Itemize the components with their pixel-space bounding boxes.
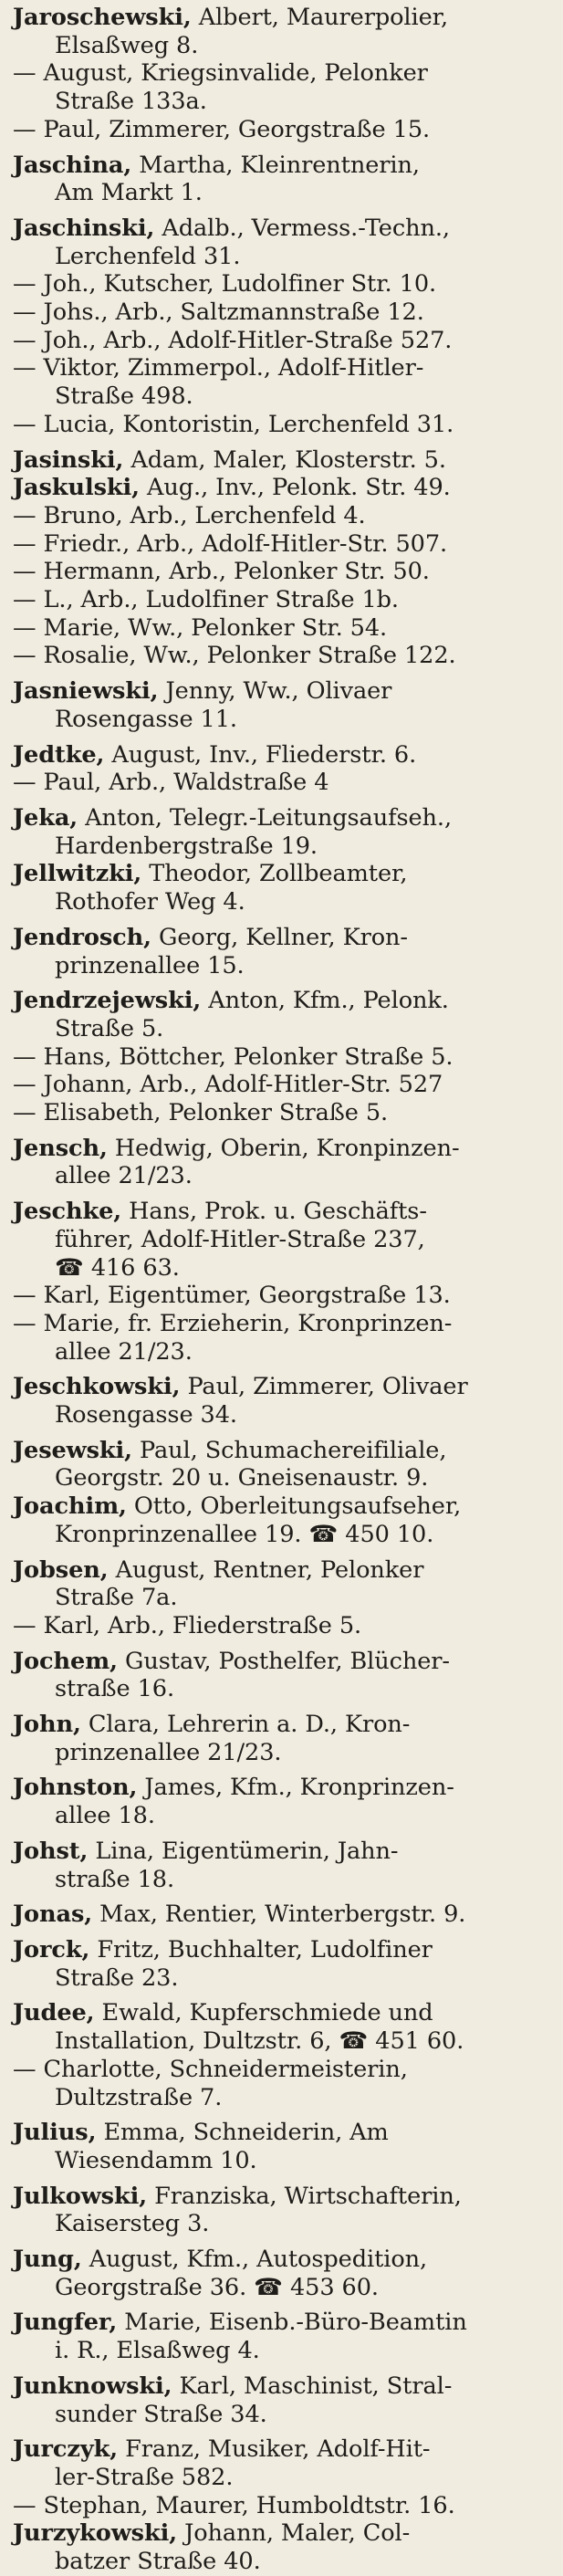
surname: Jonas, [13, 1901, 93, 1929]
surname: Julius, [13, 2119, 97, 2147]
entry-first-line [13, 2246, 552, 2274]
entry-text: — Joh., Kutscher, Ludolfiner Str. 10. [13, 270, 437, 298]
entry-text: Georg, Kellner, Kron- [159, 923, 408, 951]
directory-entry [13, 2119, 552, 2174]
surname: Junknowski, [13, 2372, 172, 2400]
entry-first-line [13, 1901, 552, 1929]
entry-first-line [13, 354, 552, 382]
directory-entry [13, 1373, 552, 1429]
entry-text: Hans, Prok. u. Geschäfts- [129, 1198, 427, 1226]
entry-first-line [13, 1838, 552, 1866]
surname: Jeschkowski, [13, 1373, 181, 1401]
entry-continuation: ☎ 416 63. [55, 1253, 180, 1282]
surname: Jasinski, [13, 445, 124, 474]
directory-entry [13, 1198, 552, 1282]
entry-text: — Bruno, Arb., Lerchenfeld 4. [13, 501, 366, 529]
directory-entry [13, 1556, 552, 1612]
surname: Johnston, [13, 1774, 138, 1802]
directory-entry [13, 502, 552, 530]
entry-first-line [13, 116, 552, 144]
entry-text: — Johann, Arb., Adolf-Hitler-Str. 527 [13, 1071, 443, 1099]
entry-continuation: i. R., Elsaßweg 4. [55, 2337, 260, 2365]
entry-continuation: Georgstr. 20 u. Gneisenaustr. 9. [55, 1464, 429, 1492]
entry-first-line [13, 2119, 552, 2147]
entry-text: Clara, Lehrerin a. D., Kron- [88, 1711, 411, 1739]
entry-text: — August, Kriegsinvalide, Pelonker [13, 59, 428, 88]
entry-continuation: Kaisersteg 3. [55, 2210, 210, 2238]
directory-entry [13, 354, 552, 410]
entry-text: Ewald, Kupferschmiede und [101, 1999, 433, 2027]
directory-entry [13, 298, 552, 327]
entry-text: Franziska, Wirtschafterin, [154, 2182, 462, 2210]
directory-entry [13, 2372, 552, 2428]
entry-first-line [13, 2435, 552, 2464]
directory-entry [13, 327, 552, 355]
surname: Jurczyk, [13, 2435, 119, 2464]
entry-continuation: Rosengasse 11. [55, 705, 237, 733]
entry-continuation: allee 21/23. [55, 1337, 193, 1366]
entry-first-line [13, 586, 552, 614]
entry-first-line [13, 1648, 552, 1676]
directory-entry [13, 1936, 552, 1992]
directory-entry [13, 677, 552, 733]
entry-continuation: Straße 23. [55, 1963, 179, 1992]
entry-first-line [13, 860, 552, 888]
surname: Julkowski, [13, 2182, 148, 2210]
entry-first-line [13, 530, 552, 559]
directory-entry [13, 804, 552, 860]
surname: Jaschinski, [13, 214, 155, 242]
surname: John, [13, 1711, 81, 1739]
directory-entry [13, 530, 552, 559]
directory-entry [13, 1901, 552, 1929]
directory-entry [13, 1492, 552, 1548]
entry-continuation: allee 18. [55, 1802, 155, 1830]
surname: Jellwitzki, [13, 860, 142, 888]
entry-first-line [13, 1711, 552, 1739]
entry-text: — Johs., Arb., Saltzmannstraße 12. [13, 298, 424, 327]
entry-first-line [13, 152, 552, 180]
surname: Jungfer, [13, 2309, 118, 2337]
entry-first-line [13, 2492, 552, 2520]
entry-text: Karl, Maschinist, Stral- [179, 2372, 453, 2400]
directory-entry [13, 1071, 552, 1099]
entry-continuation: Elsaßweg 8. [55, 31, 199, 59]
entry-first-line [13, 327, 552, 355]
surname: Jeka, [13, 803, 78, 832]
entry-continuation: Straße 5. [55, 1014, 164, 1042]
entry-text: Jenny, Ww., Olivaer [165, 677, 392, 706]
entry-text: — Karl, Arb., Fliederstraße 5. [13, 1611, 362, 1639]
entry-first-line [13, 677, 552, 706]
surname: Jaschina, [13, 151, 132, 179]
entry-text: Anton, Telegr.-Leitungsaufseh., [85, 803, 452, 832]
surname: Jedtke, [13, 740, 105, 769]
directory-entry [13, 614, 552, 643]
entry-first-line [13, 411, 552, 439]
entry-first-line [13, 4, 552, 32]
directory-entry [13, 642, 552, 670]
directory-entry [13, 1437, 552, 1492]
entry-text: August, Rentner, Pelonker [115, 1555, 424, 1584]
directory-entry [13, 1838, 552, 1893]
directory-entry [13, 741, 552, 770]
entry-text: Anton, Kfm., Pelonk. [208, 987, 449, 1015]
entry-first-line [13, 446, 552, 475]
surname: Jobsen, [13, 1555, 109, 1584]
surname: Joachim, [13, 1492, 127, 1521]
entry-first-line [13, 1043, 552, 1072]
entry-continuation: prinzenallee 21/23. [55, 1738, 282, 1766]
entry-text: — Hans, Böttcher, Pelonker Straße 5. [13, 1042, 454, 1071]
directory-entry [13, 558, 552, 586]
directory-entry [13, 1774, 552, 1829]
directory-entry [13, 2435, 552, 2491]
surname: Jorck, [13, 1936, 90, 1963]
surname: Jendrzejewski, [13, 987, 202, 1015]
entry-first-line [13, 1282, 552, 1310]
entry-text: — Marie, Ww., Pelonker Str. 54. [13, 613, 388, 642]
entry-text: August, Inv., Fliederstr. 6. [111, 740, 417, 769]
entry-continuation: Dultzstraße 7. [55, 2083, 223, 2111]
directory-entry [13, 2056, 552, 2111]
directory-entry [13, 4, 552, 59]
surname: Judee, [13, 1999, 95, 2027]
entry-continuation: Rosengasse 34. [55, 1401, 237, 1429]
directory-entry [13, 1099, 552, 1127]
surname: Jeschke, [13, 1198, 122, 1226]
entry-first-line [13, 741, 552, 770]
entry-first-line [13, 1999, 552, 2027]
entry-first-line [13, 1612, 552, 1640]
entry-continuation: Lerchenfeld 31. [55, 242, 241, 270]
entry-continuation: Kronprinzenallee 19. ☎ 450 10. [55, 1520, 434, 1548]
entry-text: Otto, Oberleitungsaufseher, [133, 1492, 462, 1521]
directory-entry [13, 215, 552, 270]
entry-text: Theodor, Zollbeamter, [149, 860, 408, 888]
entry-text: — Paul, Arb., Waldstraße 4 [13, 769, 329, 797]
entry-first-line [13, 2519, 552, 2548]
entry-continuation: Straße 498. [55, 382, 193, 411]
entry-text: Aug., Inv., Pelonk. Str. 49. [147, 474, 451, 502]
entry-text: Adam, Maler, Klosterstr. 5. [130, 445, 446, 474]
directory-entry [13, 116, 552, 144]
entry-first-line [13, 614, 552, 643]
directory-entry [13, 1282, 552, 1310]
directory-entry [13, 987, 552, 1042]
entry-text: — Viktor, Zimmerpol., Adolf-Hitler- [13, 354, 424, 382]
directory-entry [13, 586, 552, 614]
entry-text: Paul, Zimmerer, Olivaer [187, 1373, 468, 1401]
entry-first-line [13, 1936, 552, 1964]
directory-entry [13, 270, 552, 298]
entry-text: — Marie, fr. Erzieherin, Kronprinzen- [13, 1309, 453, 1337]
entry-first-line [13, 2183, 552, 2211]
entry-first-line [13, 769, 552, 797]
entry-continuation: führer, Adolf-Hitler-Straße 237, [55, 1225, 425, 1253]
entry-text: Emma, Schneiderin, Am [103, 2119, 389, 2147]
entry-text: Marie, Eisenb.-Büro-Beamtin [124, 2309, 467, 2337]
directory-entry [13, 924, 552, 979]
entry-first-line [13, 2056, 552, 2084]
entry-continuation: ler-Straße 582. [55, 2463, 234, 2491]
entry-continuation: straße 16. [55, 1675, 174, 1703]
entry-first-line [13, 474, 552, 502]
entry-first-line [13, 1135, 552, 1163]
entry-first-line [13, 1373, 552, 1401]
surname: Jochem, [13, 1647, 118, 1675]
entry-first-line [13, 1492, 552, 1521]
entry-first-line [13, 1099, 552, 1127]
entry-continuation: prinzenallee 15. [55, 951, 245, 979]
entry-text: Adalb., Vermess.-Techn., [162, 214, 450, 242]
directory-entry [13, 1648, 552, 1703]
entry-text: Hedwig, Oberin, Kronpinzen- [114, 1134, 460, 1162]
directory-entry [13, 411, 552, 439]
surname: Johst, [13, 1837, 89, 1865]
directory-entry [13, 2492, 552, 2520]
surname: Jaskulski, [13, 474, 140, 502]
entry-first-line [13, 1774, 552, 1802]
surname: Jurzykowski, [13, 2519, 178, 2548]
entry-first-line [13, 215, 552, 243]
directory-entry [13, 1711, 552, 1766]
surname: Jensch, [13, 1134, 108, 1162]
entry-continuation: Straße 7a. [55, 1584, 178, 1612]
directory-entry [13, 2309, 552, 2364]
entry-continuation: Installation, Dultzstr. 6, ☎ 451 60. [55, 2027, 464, 2056]
entry-text: — Joh., Arb., Adolf-Hitler-Straße 527. [13, 326, 453, 354]
directory-entry [13, 1310, 552, 1366]
surname: Jesewski, [13, 1436, 132, 1464]
surname: Jaroschewski, [13, 4, 192, 31]
directory-entry [13, 446, 552, 475]
entry-text: — Paul, Zimmerer, Georgstraße 15. [13, 115, 431, 143]
entry-continuation: sunder Straße 34. [55, 2400, 267, 2428]
directory-entry [13, 2183, 552, 2238]
entry-first-line [13, 642, 552, 670]
entry-text: Max, Rentier, Winterbergstr. 9. [99, 1901, 466, 1929]
entry-text: — Lucia, Kontoristin, Lerchenfeld 31. [13, 410, 454, 438]
entry-text: — Hermann, Arb., Pelonker Str. 50. [13, 558, 430, 586]
entry-text: — Stephan, Maurer, Humboldtstr. 16. [13, 2491, 455, 2519]
entry-text: Franz, Musiker, Adolf-Hit- [125, 2435, 431, 2464]
entry-first-line [13, 298, 552, 327]
entry-first-line [13, 2309, 552, 2337]
entry-continuation: straße 18. [55, 1865, 174, 1893]
entry-text: — Friedr., Arb., Adolf-Hitler-Str. 507. [13, 529, 448, 558]
entry-first-line [13, 502, 552, 530]
entry-first-line [13, 1556, 552, 1585]
entry-continuation: allee 21/23. [55, 1162, 193, 1190]
entry-text: — Karl, Eigentümer, Georgstraße 13. [13, 1282, 451, 1310]
entry-first-line [13, 804, 552, 832]
directory-entry [13, 2519, 552, 2575]
entry-text: — Charlotte, Schneidermeisterin, [13, 2055, 408, 2083]
entry-text: — Elisabeth, Pelonker Straße 5. [13, 1099, 389, 1127]
entry-text: — L., Arb., Ludolfiner Straße 1b. [13, 586, 399, 614]
entry-text: James, Kfm., Kronprinzen- [144, 1774, 454, 1802]
entry-first-line [13, 1198, 552, 1226]
surname: Jendrosch, [13, 923, 151, 951]
entry-first-line [13, 2372, 552, 2401]
entry-first-line [13, 987, 552, 1015]
entry-continuation: Wiesendamm 10. [55, 2146, 257, 2174]
directory-entry [13, 59, 552, 115]
entry-text: Gustav, Posthelfer, Blücher- [125, 1647, 450, 1675]
entry-first-line [13, 1310, 552, 1338]
entry-first-line [13, 270, 552, 298]
entry-text: Albert, Maurerpolier, [198, 4, 449, 31]
surname: Jung, [13, 2246, 82, 2274]
entry-first-line [13, 1071, 552, 1099]
entry-first-line [13, 924, 552, 952]
entry-text: Paul, Schumachereifiliale, [140, 1436, 447, 1464]
entry-text: Martha, Kleinrentnerin, [139, 151, 420, 179]
entry-continuation: Georgstraße 36. ☎ 453 60. [55, 2273, 379, 2301]
entry-text: Johann, Maler, Col- [184, 2519, 411, 2548]
directory-entry [13, 1135, 552, 1190]
entry-text: Lina, Eigentümerin, Jahn- [95, 1837, 399, 1865]
entry-first-line [13, 59, 552, 88]
entry-text: August, Kfm., Autospedition, [89, 2246, 428, 2274]
entry-first-line [13, 558, 552, 586]
directory-entry [13, 152, 552, 207]
directory-entry [13, 769, 552, 797]
directory-entry [13, 2246, 552, 2301]
entry-continuation: Straße 133a. [55, 88, 207, 116]
entry-first-line [13, 1437, 552, 1465]
directory-entry [13, 860, 552, 916]
directory-entry [13, 1999, 552, 2055]
entry-continuation: Rothofer Weg 4. [55, 888, 245, 916]
directory-entry [13, 474, 552, 502]
surname: Jasniewski, [13, 677, 159, 706]
entry-continuation: Hardenbergstraße 19. [55, 832, 318, 860]
entry-text: Fritz, Buchhalter, Ludolfiner [97, 1936, 433, 1963]
entry-text: — Rosalie, Ww., Pelonker Straße 122. [13, 642, 456, 670]
directory-entry [13, 1612, 552, 1640]
entry-continuation: Am Markt 1. [55, 179, 203, 207]
entry-continuation: batzer Straße 40. [55, 2548, 261, 2576]
directory-entry [13, 1043, 552, 1072]
